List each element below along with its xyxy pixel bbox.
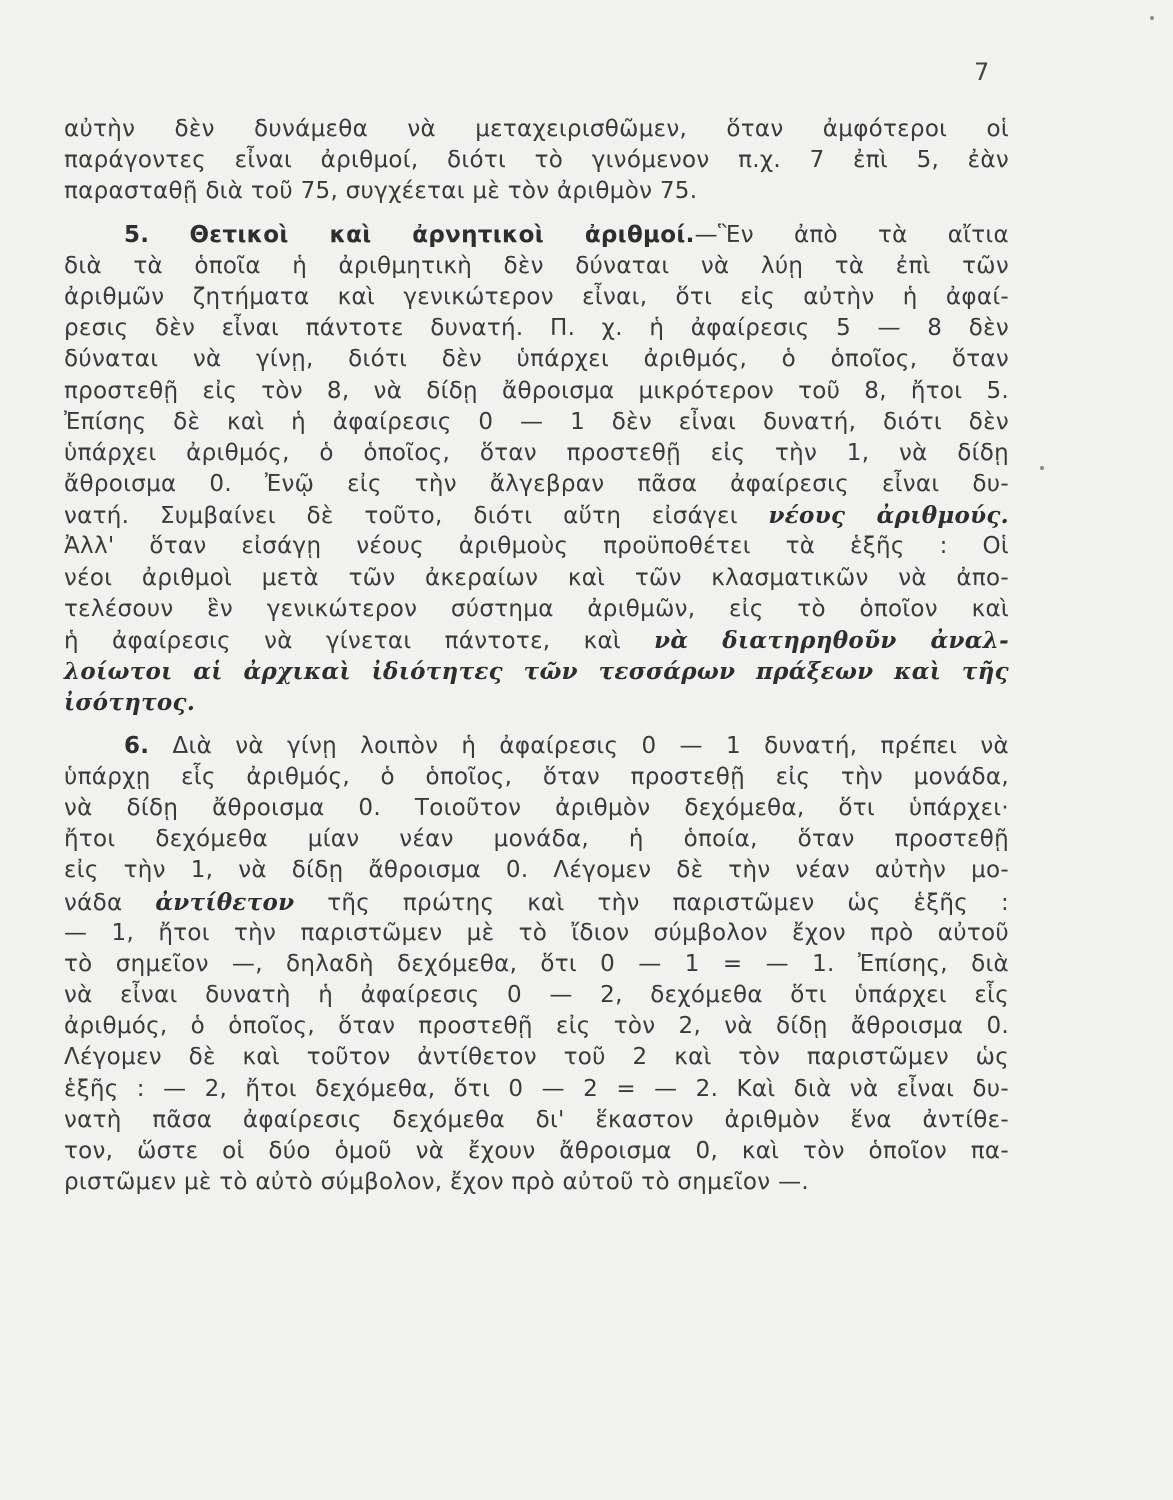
emphasis-text: νέους ἀριθμούς.: [768, 502, 1009, 530]
text-span: Διὰ νὰ γίνῃ λοιπὸν ἡ ἀφαίρεσις 0 — 1 δυνατή, πρέπει νὰ: [149, 732, 1009, 759]
text-line: ὑπάρχῃ εἷς ἀριθμός, ὁ ὁποῖος, ὅταν προστεθῇ εἰς τὴν μονάδα,: [64, 763, 1009, 790]
text-line: νέοι ἀριθμοὶ μετὰ τῶν ἀκεραίων καὶ τῶν κλασματικῶν νὰ ἀπο-: [64, 564, 1009, 591]
text-line: ἀριθμός, ὁ ὁποῖος, ὅταν προστεθῇ εἰς τὸν 2, νὰ δίδῃ ἄθροισμα 0.: [64, 1013, 1009, 1040]
text-line: [64, 887, 1009, 918]
emphasis-line: ἰσότητος.: [64, 689, 196, 717]
emphasis-text: νὰ διατηρηθοῦν ἀναλ-: [654, 627, 1009, 654]
section-heading-line: [64, 220, 1009, 251]
text-line: αὐτὴν δὲν δυνάμεθα νὰ μεταχειρισθῶμεν, ὅταν ἀμφότεροι οἱ: [64, 116, 1009, 142]
text-line: [64, 625, 1009, 656]
text-line: προστεθῇ εἰς τὸν 8, νὰ δίδῃ ἄθροισμα μικρότερον τοῦ 8, ἤτοι 5.: [64, 377, 1009, 404]
text-line: εἰς τὴν 1, νὰ δίδῃ ἄθροισμα 0. Λέγομεν δὲ τὴν νέαν αὐτὴν μο-: [64, 857, 1009, 884]
text-line: τὸ σημεῖον —, δηλαδὴ δεχόμεθα, ὅτι 0 — 1 = — 1. Ἐπίσης, διὰ: [64, 950, 1009, 977]
text-line: — 1, ἤτοι τὴν παριστῶμεν μὲ τὸ ἴδιον σύμβολον ἔχον πρὸ αὐτοῦ: [64, 919, 1009, 946]
text-line: τον, ὥστε οἱ δύο ὁμοῦ νὰ ἔχουν ἄθροισμα 0, καὶ τὸν ὁποῖον πα-: [64, 1138, 1009, 1164]
text-line: ἄθροισμα 0. Ἐνῷ εἰς τὴν ἄλγεβραν πᾶσα ἀφαίρεσις εἶναι δυ-: [64, 471, 1009, 498]
text-line: ρεσις δὲν εἶναι πάντοτε δυνατή. Π. χ. ἡ ἀφαίρεσις 5 — 8 δὲν: [64, 315, 1009, 342]
text-line: νὰ εἶναι δυνατὴ ἡ ἀφαίρεσις 0 — 2, δεχόμεθα ὅτι ὑπάρχει εἷς: [64, 982, 1009, 1009]
text-span: —Ἓν ἀπὸ τὰ αἴτια: [694, 221, 1009, 248]
text-line: ἑξῆς : — 2, ἤτοι δεχόμεθα, ὅτι 0 — 2 = — 2. Καὶ διὰ νὰ εἶναι δυ-: [64, 1075, 1009, 1102]
section-5: [64, 220, 1009, 719]
emphasis-line: λοίωτοι αἱ ἀρχικαὶ ἰδιότητες τῶν τεσσάρων πράξεων καὶ τῆς: [64, 658, 1009, 686]
text-line: ὑπάρχει ἀριθμός, ὁ ὁποῖος, ὅταν προστεθῇ εἰς τὴν 1, νὰ δίδῃ: [64, 439, 1009, 466]
text-span: νατή. Συμβαίνει δὲ τοῦτο, διότι αὕτη εἰσάγει: [64, 503, 769, 530]
text-span: τῆς πρώτης καὶ τὴν παριστῶμεν ὡς ἑξῆς :: [294, 889, 1009, 916]
text-span: ἡ ἀφαίρεσις νὰ γίνεται πάντοτε, καὶ: [64, 628, 655, 654]
text-line: νὰ δίδῃ ἄθροισμα 0. Τοιοῦτον ἀριθμὸν δεχόμεθα, ὅτι ὑπάρχει·: [64, 794, 1009, 821]
text-line: ριστῶμεν μὲ τὸ αὐτὸ σύμβολον, ἔχον πρὸ αὐτοῦ τὸ σημεῖον —.: [64, 1169, 809, 1196]
corner-mark: [1150, 16, 1154, 20]
section-title: Θετικοὶ καὶ ἀρνητικοὶ ἀριθμοί.: [189, 221, 695, 248]
text-line: δύναται νὰ γίνῃ, διότι δὲν ὑπάρχει ἀριθμός, ὁ ὁποῖος, ὅταν: [64, 346, 1009, 373]
section-heading-line: [64, 731, 1009, 762]
page-body: [64, 114, 1009, 1198]
text-line: τελέσουν ἓν γενικώτερον σύστημα ἀριθμῶν, εἰς τὸ ὁποῖον καὶ: [64, 595, 1009, 622]
margin-mark: [1040, 466, 1044, 470]
text-line: ἀριθμῶν ζητήματα καὶ γενικώτερον εἶναι, ὅτι εἰς αὐτὴν ἡ ἀφαί-: [64, 283, 1009, 310]
text-line: παρασταθῇ διὰ τοῦ 75, συγχέεται μὲ τὸν ἀριθμὸν 75.: [64, 178, 698, 205]
text-line: Ἐπίσης δὲ καὶ ἡ ἀφαίρεσις 0 — 1 δὲν εἶναι δυνατή, διότι δὲν: [64, 408, 1009, 435]
section-number: 5.: [124, 221, 150, 248]
emphasis-text: ἀντίθετον: [155, 888, 295, 916]
text-line: [64, 500, 1009, 531]
text-line: Ἀλλ' ὅταν εἰσάγῃ νέους ἀριθμοὺς προϋποθέτει τὰ ἑξῆς : Οἱ: [64, 533, 1009, 560]
text-line: διὰ τὰ ὁποῖα ἡ ἀριθμητικὴ δὲν δύναται νὰ λύῃ τὰ ἐπὶ τῶν: [64, 252, 1009, 279]
text-line: Λέγομεν δὲ καὶ τοῦτον ἀντίθετον τοῦ 2 καὶ τὸν παριστῶμεν ὡς: [64, 1044, 1009, 1071]
text-line: ἤτοι δεχόμεθα μίαν νέαν μονάδα, ἡ ὁποία, ὅταν προστεθῇ: [64, 826, 1009, 853]
section-6: [64, 731, 1009, 1199]
section-number: 6.: [124, 732, 150, 759]
text-span: νάδα: [64, 889, 156, 916]
paragraph-continuation: [64, 114, 1009, 208]
text-line: παράγοντες εἶναι ἀριθμοί, διότι τὸ γινόμενον π.χ. 7 ἐπὶ 5, ἐὰν: [64, 147, 1009, 174]
page-number: 7: [974, 58, 990, 86]
text-line: νατὴ πᾶσα ἀφαίρεσις δεχόμεθα δι' ἕκαστον ἀριθμὸν ἕνα ἀντίθε-: [64, 1106, 1009, 1133]
